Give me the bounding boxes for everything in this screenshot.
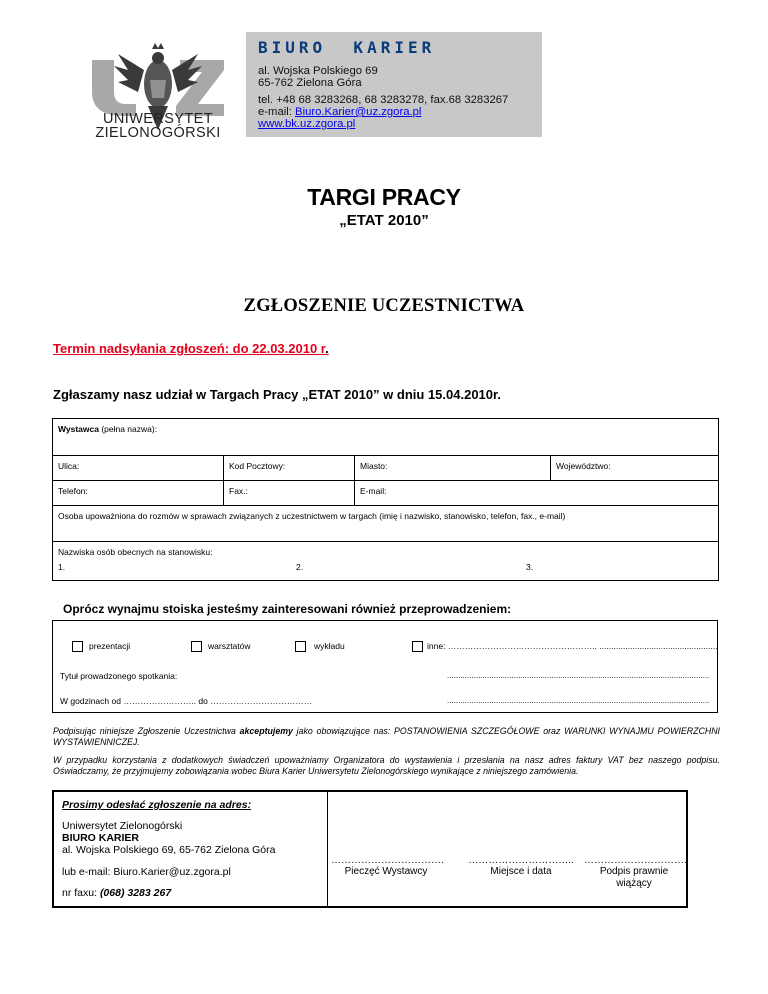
address-city: 65-762 Zielona Góra (258, 77, 362, 89)
address-street: al. Wojska Polskiego 69 (258, 65, 378, 77)
field-wystawca[interactable]: Wystawca (pełna nazwa): (53, 419, 719, 456)
nazwisko-1: 1. (58, 562, 66, 572)
signature-stamp-label: Pieczęć Wystawcy (344, 866, 428, 877)
deadline: Termin nadsyłania zgłoszeń: do 22.03.2010 r. (53, 341, 329, 356)
field-kod[interactable]: Kod Pocztowy: (224, 456, 355, 481)
website-line (258, 118, 355, 130)
checkbox-prezentacji[interactable] (72, 641, 83, 652)
org-address: al. Wojska Polskiego 69, 65-762 Zielona Góra (62, 844, 276, 856)
email-link[interactable]: Biuro.Karier@uz.zgora.pl (295, 106, 422, 118)
checkbox-wykladu[interactable] (295, 641, 306, 652)
field-osoba[interactable]: Osoba upoważniona do rozmów w sprawach związanych z uczestnictwem w targach (imię i nazwisko, stanowisko, telefon, fax., e-mail) (53, 506, 719, 542)
acceptance-paragraph: Podpisując niniejsze Zgłoszenie Uczestnictwa akceptujemy jako obowiązujące nas: POSTANOWIENIA SZCZEGÓŁOWE oraz WARUNKI WYNAJMU POWIERZCHNI WYSTAWIENNICZEJ. (53, 726, 720, 747)
website-link[interactable]: www.bk.uz.zgora.pl (258, 118, 356, 130)
checkbox-inne[interactable] (412, 641, 423, 652)
field-tytul[interactable]: ...................................................................................................................... (447, 671, 710, 680)
field-godziny-extra[interactable]: ...................................................................................................................... (447, 696, 710, 705)
interest-heading: Oprócz wynajmu stoiska jesteśmy zainteresowani również przeprowadzeniem: (63, 602, 512, 616)
label-prezentacji: prezentacji (89, 641, 131, 651)
page-subtitle: „ETAT 2010” (339, 212, 429, 229)
label-inne: inne: …………………………………………….. .................................................. (427, 641, 718, 651)
signature-label: Podpis prawnie wiążący (599, 866, 669, 889)
nazwisko-3: 3. (526, 562, 534, 572)
phone-line: tel. +48 68 3283268, 68 3283278, fax.68 3283267 (258, 94, 509, 106)
field-miasto[interactable]: Miasto: (355, 456, 551, 481)
field-godziny[interactable]: W godzinach od …………………….. do ……………………………… (60, 696, 313, 706)
field-telefon[interactable]: Telefon: (53, 481, 224, 506)
label-warsztatow: warsztatów (208, 641, 251, 651)
nazwisko-2: 2. (296, 562, 304, 572)
org-name: Uniwersytet Zielonogórski (62, 820, 183, 832)
logo-text: UNIWERSYTET ZIELONOGÓRSKI (95, 111, 221, 141)
page-title: TARGI PRACY (307, 184, 461, 210)
place-date-line[interactable]: ………………………….. (468, 855, 574, 866)
send-heading: Prosimy odesłać zgłoszenie na adres: (62, 799, 252, 811)
biuro-karier-title: BIURO KARIER (258, 38, 436, 57)
section-title: ZGŁOSZENIE UCZESTNICTWA (243, 296, 525, 316)
org-email: lub e-mail: Biuro.Karier@uz.zgora.pl (62, 866, 231, 878)
declaration: Zgłaszamy nasz udział w Targach Pracy „ETAT 2010” w dniu 15.04.2010r. (53, 387, 501, 402)
label-wykladu: wykładu (314, 641, 345, 651)
invoice-paragraph: W przypadku korzystania z dodatkowych świadczeń upoważniamy Organizatora do wystawienia i przesłania na nasz adres faktury VAT bez naszego podpisu. Oświadczamy, że przyjmujemy zobowiązania wobec Biura Karier Uniwersytetu Zielonogórskiego wynikające z niniejszego zamówienia. (53, 755, 720, 776)
signature-line[interactable]: …………………………. (584, 855, 687, 866)
checkbox-warsztatow[interactable] (191, 641, 202, 652)
org-fax: nr faxu: (068) 3283 267 (62, 887, 172, 899)
email-line: e-mail: Biuro.Karier@uz.zgora.pl (258, 106, 422, 118)
label-tytul: Tytuł prowadzonego spotkania: (60, 671, 178, 681)
field-nazwiska[interactable]: Nazwiska osób obecnych na stanowisku: 1. 2. 3. (53, 542, 719, 581)
field-fax[interactable]: Fax.: (224, 481, 355, 506)
field-email[interactable]: E-mail: (355, 481, 719, 506)
org-unit: BIURO KARIER (62, 832, 140, 844)
exhibitor-form (52, 418, 719, 581)
interest-box (52, 620, 718, 713)
field-ulica[interactable]: Ulica: (53, 456, 224, 481)
place-date-label: Miejsce i data (490, 866, 552, 877)
signature-stamp-line[interactable]: ……………………………. (331, 855, 444, 866)
field-wojewodztwo[interactable]: Województwo: (551, 456, 719, 481)
